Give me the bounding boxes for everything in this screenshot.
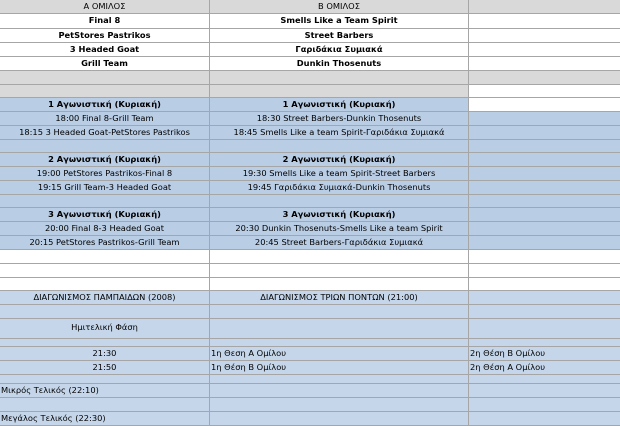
empty-cell[interactable] <box>469 208 620 222</box>
team-row <box>0 14 620 29</box>
game-row <box>0 126 620 140</box>
round-title-row <box>0 98 620 112</box>
empty-cell[interactable] <box>469 181 620 195</box>
game-row <box>0 222 620 236</box>
semifinal-time-cell[interactable]: 21:30 <box>0 347 210 361</box>
empty-cell[interactable] <box>210 398 469 412</box>
game-cell-group-a[interactable]: 19:15 Grill Team-3 Headed Goat <box>0 181 210 195</box>
semifinal-away-cell[interactable]: 2η Θέση Β Ομίλου <box>469 347 620 361</box>
empty-cell[interactable] <box>210 305 469 319</box>
team-cell-group-b[interactable]: Dunkin Thosenuts <box>210 57 469 71</box>
game-cell-group-b[interactable]: 18:30 Street Barbers-Dunkin Thosenuts <box>210 112 469 126</box>
team-row <box>0 43 620 57</box>
semifinal-home-cell[interactable]: 1η Θέση Β Ομίλου <box>210 361 469 375</box>
semifinal-home-cell[interactable]: 1η Θεση Α Ομίλου <box>210 347 469 361</box>
empty-cell[interactable] <box>210 195 469 208</box>
empty-cell[interactable] <box>469 319 620 339</box>
spacer-row <box>0 398 620 412</box>
game-row <box>0 167 620 181</box>
empty-cell[interactable] <box>469 264 620 278</box>
semifinal-game-row <box>0 361 620 375</box>
game-cell-group-a[interactable]: 20:00 Final 8-3 Headed Goat <box>0 222 210 236</box>
header-group-b-cell[interactable]: Β ΟΜΙΛΟΣ <box>210 0 469 14</box>
empty-cell[interactable] <box>210 71 469 85</box>
header-group-a-cell[interactable]: Α ΟΜΙΛΟΣ <box>0 0 210 14</box>
team-cell-group-a[interactable]: PetStores Pastrikos <box>0 29 210 43</box>
game-row <box>0 112 620 126</box>
small-final-cell[interactable]: Μικρός Τελικός (22:10) <box>0 384 210 398</box>
game-cell-group-b[interactable]: 19:30 Smells Like a team Spirit-Street Barbers <box>210 167 469 181</box>
empty-cell[interactable] <box>469 14 620 29</box>
empty-cell[interactable] <box>0 264 210 278</box>
empty-cell[interactable] <box>0 71 210 85</box>
empty-cell[interactable] <box>0 398 210 412</box>
empty-cell[interactable] <box>210 250 469 264</box>
semifinal-time-cell[interactable]: 21:50 <box>0 361 210 375</box>
team-cell-group-a[interactable]: 3 Headed Goat <box>0 43 210 57</box>
empty-cell[interactable] <box>469 57 620 71</box>
spacer-row <box>0 339 620 347</box>
game-cell-group-a[interactable]: 19:00 PetStores Pastrikos-Final 8 <box>0 167 210 181</box>
empty-cell[interactable] <box>0 278 210 291</box>
empty-cell[interactable] <box>210 264 469 278</box>
empty-cell[interactable] <box>469 0 620 14</box>
semifinal-away-cell[interactable]: 2η Θέση Α Ομίλου <box>469 361 620 375</box>
game-cell-group-b[interactable]: 20:30 Dunkin Thosenuts-Smells Like a team Spirit <box>210 222 469 236</box>
spacer-row <box>0 85 620 98</box>
semifinal-label-row <box>0 319 620 339</box>
empty-cell[interactable] <box>210 339 469 347</box>
empty-cell[interactable] <box>469 140 620 153</box>
empty-cell[interactable] <box>469 126 620 140</box>
empty-cell[interactable] <box>469 29 620 43</box>
team-cell-group-b[interactable]: Street Barbers <box>210 29 469 43</box>
game-cell-group-b[interactable]: 20:45 Street Barbers-Γαριδάκια Συμιακά <box>210 236 469 250</box>
team-cell-group-b[interactable]: Smells Like a Team Spirit <box>210 14 469 29</box>
empty-cell[interactable] <box>469 98 620 112</box>
empty-cell[interactable] <box>469 375 620 384</box>
empty-cell[interactable] <box>210 85 469 98</box>
empty-cell[interactable] <box>0 375 210 384</box>
game-cell-group-a[interactable]: 18:15 3 Headed Goat-PetStores Pastrikos <box>0 126 210 140</box>
empty-cell[interactable] <box>210 278 469 291</box>
empty-cell[interactable] <box>469 85 620 98</box>
blank-row <box>0 278 620 291</box>
team-cell-group-a[interactable]: Grill Team <box>0 57 210 71</box>
empty-cell[interactable] <box>469 384 620 398</box>
empty-cell[interactable] <box>469 339 620 347</box>
empty-cell[interactable] <box>469 305 620 319</box>
semifinal-label-cell[interactable]: Ημιτελική Φάση <box>0 319 210 339</box>
team-row <box>0 29 620 43</box>
game-cell-group-a[interactable]: 20:15 PetStores Pastrikos-Grill Team <box>0 236 210 250</box>
game-cell-group-b[interactable]: 18:45 Smells Like a team Spirit-Γαριδάκια Συμιακά <box>210 126 469 140</box>
empty-cell[interactable] <box>469 43 620 57</box>
game-cell-group-b[interactable]: 19:45 Γαριδάκια Συμιακά-Dunkin Thosenuts <box>210 181 469 195</box>
empty-cell[interactable] <box>0 140 210 153</box>
empty-cell[interactable] <box>0 85 210 98</box>
empty-cell[interactable] <box>469 195 620 208</box>
spacer-row <box>0 71 620 85</box>
game-row <box>0 236 620 250</box>
round-title-group-a[interactable]: 2 Αγωνιστική (Κυριακή) <box>0 153 210 167</box>
big-final-row <box>0 412 620 426</box>
spacer-row <box>0 195 620 208</box>
team-row <box>0 57 620 71</box>
empty-cell[interactable] <box>210 375 469 384</box>
round-title-group-b[interactable]: 3 Αγωνιστική (Κυριακή) <box>210 208 469 222</box>
empty-cell[interactable] <box>469 167 620 181</box>
round-title-row <box>0 153 620 167</box>
small-final-row <box>0 384 620 398</box>
game-row <box>0 181 620 195</box>
empty-cell[interactable] <box>469 236 620 250</box>
empty-cell[interactable] <box>469 112 620 126</box>
empty-cell[interactable] <box>469 398 620 412</box>
blank-row <box>0 264 620 278</box>
semifinal-game-row <box>0 347 620 361</box>
empty-cell[interactable] <box>469 71 620 85</box>
empty-cell[interactable] <box>0 195 210 208</box>
empty-cell[interactable] <box>0 305 210 319</box>
empty-cell[interactable] <box>469 412 620 426</box>
contest-three-points-cell[interactable]: ΔΙΑΓΩΝΙΣΜΟΣ ΤΡΙΩΝ ΠΟΝΤΩΝ (21:00) <box>210 291 469 305</box>
blank-row <box>0 250 620 264</box>
spacer-row <box>0 140 620 153</box>
empty-cell[interactable] <box>0 250 210 264</box>
team-cell-group-b[interactable]: Γαριδάκια Συμιακά <box>210 43 469 57</box>
empty-cell[interactable] <box>469 278 620 291</box>
round-title-group-b[interactable]: 2 Αγωνιστική (Κυριακή) <box>210 153 469 167</box>
contests-row <box>0 291 620 305</box>
contest-panpaidon-cell[interactable]: ΔΙΑΓΩΝΙΣΜΟΣ ΠΑΜΠΑΙΔΩΝ (2008) <box>0 291 210 305</box>
spacer-row <box>0 305 620 319</box>
header-row <box>0 0 620 14</box>
empty-cell[interactable] <box>210 140 469 153</box>
round-title-group-b[interactable]: 1 Αγωνιστική (Κυριακή) <box>210 98 469 112</box>
empty-cell[interactable] <box>469 153 620 167</box>
empty-cell[interactable] <box>210 384 469 398</box>
round-title-row <box>0 208 620 222</box>
empty-cell[interactable] <box>210 412 469 426</box>
empty-cell[interactable] <box>469 222 620 236</box>
team-cell-group-a[interactable]: Final 8 <box>0 14 210 29</box>
empty-cell[interactable] <box>0 339 210 347</box>
empty-cell[interactable] <box>469 250 620 264</box>
empty-cell[interactable] <box>469 291 620 305</box>
spacer-row <box>0 375 620 384</box>
game-cell-group-a[interactable]: 18:00 Final 8-Grill Team <box>0 112 210 126</box>
round-title-group-a[interactable]: 1 Αγωνιστική (Κυριακή) <box>0 98 210 112</box>
empty-cell[interactable] <box>210 319 469 339</box>
big-final-cell[interactable]: Μεγάλος Τελικός (22:30) <box>0 412 210 426</box>
round-title-group-a[interactable]: 3 Αγωνιστική (Κυριακή) <box>0 208 210 222</box>
